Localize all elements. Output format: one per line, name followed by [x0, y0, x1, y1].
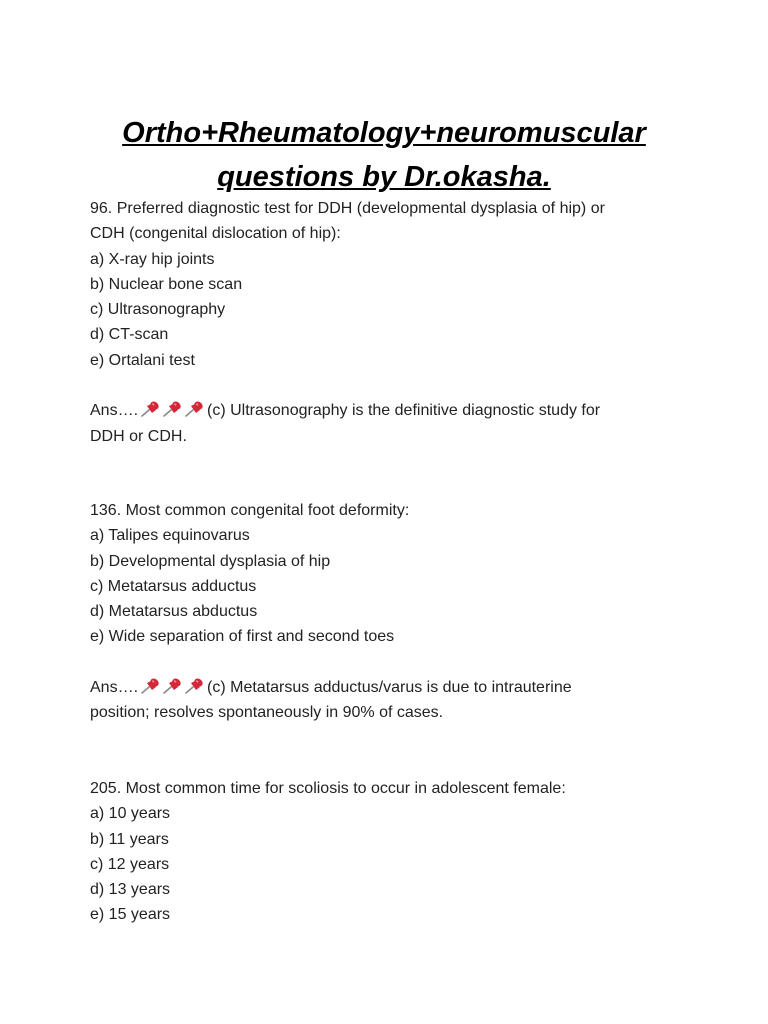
option-a: a) 10 years	[90, 805, 171, 823]
question-text: 205. Most common time for scoliosis to occur in adolescent female:	[90, 780, 566, 797]
pushpin-icon	[184, 678, 206, 694]
answer-block	[90, 398, 690, 449]
option-d: d) 13 years	[90, 881, 171, 899]
answer-continuation: position; resolves spontaneously in 90% of cases.	[90, 704, 444, 722]
question-text: 96. Preferred diagnostic test for DDH (developmental dysplasia of hip) or	[90, 200, 605, 217]
option-d: d) CT-scan	[90, 326, 169, 344]
page-title	[60, 111, 708, 199]
pushpin-icon	[162, 678, 184, 694]
pin-group	[140, 398, 206, 423]
question-text: 136. Most common congenital foot deformity:	[90, 502, 410, 519]
answer-continuation: DDH or CDH.	[90, 427, 187, 445]
option-c: c) Ultrasonography	[90, 301, 226, 319]
title-line-2: questions by Dr.okasha.	[217, 161, 551, 194]
option-list	[90, 523, 690, 649]
pin-group	[140, 675, 206, 700]
option-list	[90, 801, 690, 927]
option-b: b) Nuclear bone scan	[90, 275, 243, 293]
answer-text: (c) Metatarsus adductus/varus is due to intrauterine	[207, 679, 572, 697]
title-line-1: Ortho+Rheumatology+neuromuscular	[122, 117, 646, 150]
question-block-96	[90, 196, 690, 449]
option-b: b) Developmental dysplasia of hip	[90, 552, 331, 570]
option-a: a) X-ray hip joints	[90, 250, 215, 268]
pushpin-icon	[184, 401, 206, 417]
question-text: CDH (congenital dislocation of hip):	[90, 225, 341, 243]
answer-prefix: Ans….	[90, 402, 139, 420]
answer-block	[90, 675, 690, 726]
pushpin-icon	[140, 401, 162, 417]
option-e: e) Ortalani test	[90, 351, 195, 369]
option-d: d) Metatarsus abductus	[90, 603, 258, 621]
pushpin-icon	[140, 678, 162, 694]
option-list	[90, 247, 690, 373]
option-a: a) Talipes equinovarus	[90, 527, 250, 545]
option-e: e) Wide separation of first and second toes	[90, 628, 395, 646]
pushpin-icon	[162, 401, 184, 417]
question-block-205	[90, 776, 690, 928]
option-b: b) 11 years	[90, 830, 169, 848]
answer-text: (c) Ultrasonography is the definitive diagnostic study for	[207, 402, 601, 420]
question-block-136	[90, 498, 690, 726]
option-e: e) 15 years	[90, 906, 171, 924]
option-c: c) 12 years	[90, 855, 170, 873]
answer-prefix: Ans….	[90, 679, 139, 697]
option-c: c) Metatarsus adductus	[90, 577, 257, 595]
answer-line	[90, 398, 690, 423]
answer-line	[90, 675, 690, 700]
